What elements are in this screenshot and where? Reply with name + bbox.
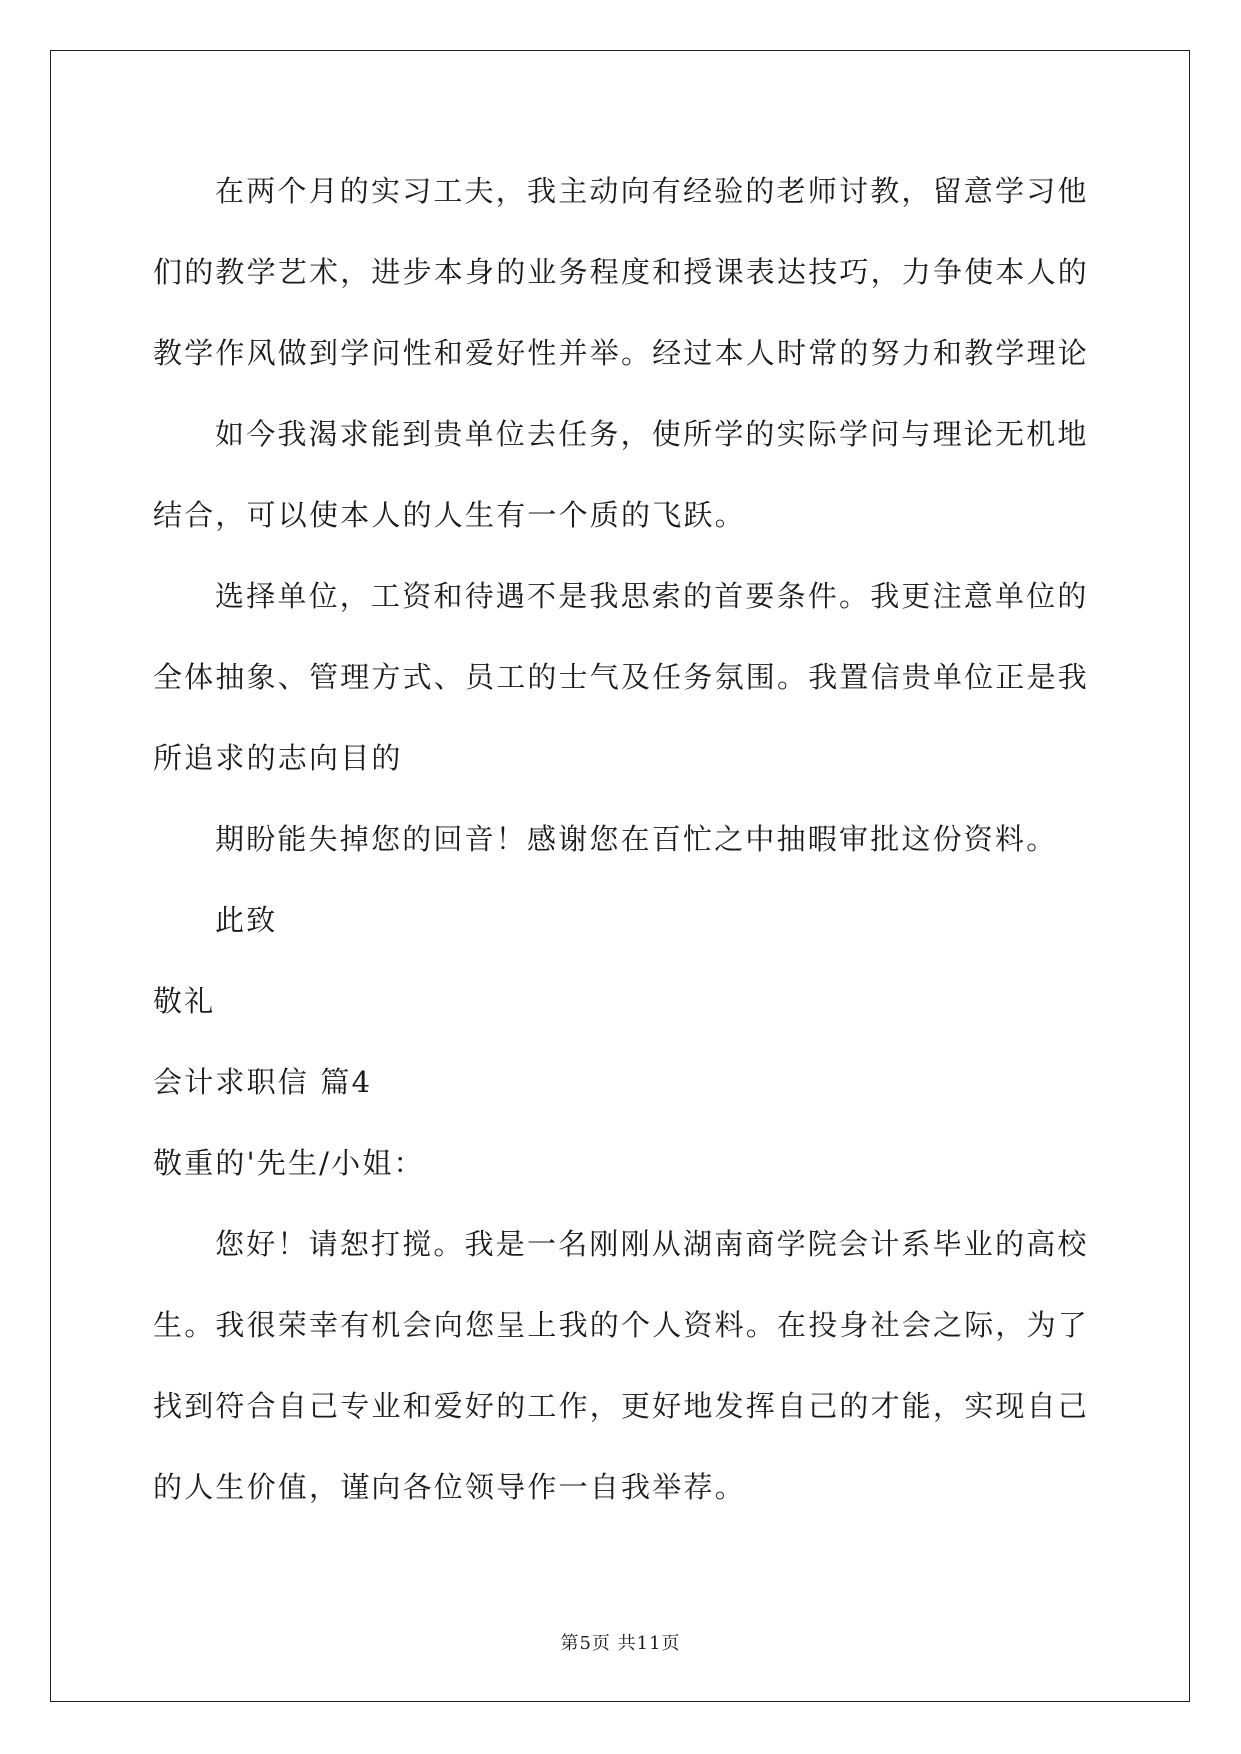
body-line: 选择单位，工资和待遇不是我思索的首要条件。我更注意单位的 bbox=[215, 579, 1089, 613]
body-line: 所追求的志向目的 bbox=[153, 741, 403, 775]
page-frame bbox=[50, 50, 1190, 1702]
body-line: 在两个月的实习工夫，我主动向有经验的老师讨教，留意学习他 bbox=[215, 174, 1089, 208]
page-number: 第5页 共11页 bbox=[560, 1633, 681, 1654]
body-line: 找到符合自己专业和爱好的工作，更好地发挥自己的才能，实现自己 bbox=[153, 1389, 1090, 1423]
body-line: 期盼能失掉您的回音！感谢您在百忙之中抽暇审批这份资料。 bbox=[215, 822, 1058, 856]
body-line: 如今我渴求能到贵单位去任务，使所学的实际学问与理论无机地 bbox=[215, 417, 1089, 451]
closing-regards: 敬礼 bbox=[153, 984, 216, 1018]
greeting-line: 敬重的'先生/小姐： bbox=[153, 1146, 425, 1180]
section-heading: 会计求职信 篇4 bbox=[153, 1065, 373, 1099]
body-line: 全体抽象、管理方式、员工的士气及任务氛围。我置信贵单位正是我 bbox=[153, 660, 1090, 694]
body-line: 们的教学艺术，进步本身的业务程度和授课表达技巧，力争使本人的 bbox=[153, 255, 1090, 289]
body-line: 您好！请恕打搅。我是一名刚刚从湖南商学院会计系毕业的高校 bbox=[215, 1227, 1089, 1261]
body-line: 教学作风做到学问性和爱好性并举。经过本人时常的努力和教学理论 bbox=[153, 336, 1090, 370]
body-line: 结合，可以使本人的人生有一个质的飞跃。 bbox=[153, 498, 746, 532]
body-line: 的人生价值，谨向各位领导作一自我举荐。 bbox=[153, 1470, 746, 1504]
closing-salutation: 此致 bbox=[215, 903, 278, 937]
body-line: 生。我很荣幸有机会向您呈上我的个人资料。在投身社会之际，为了 bbox=[153, 1308, 1090, 1342]
